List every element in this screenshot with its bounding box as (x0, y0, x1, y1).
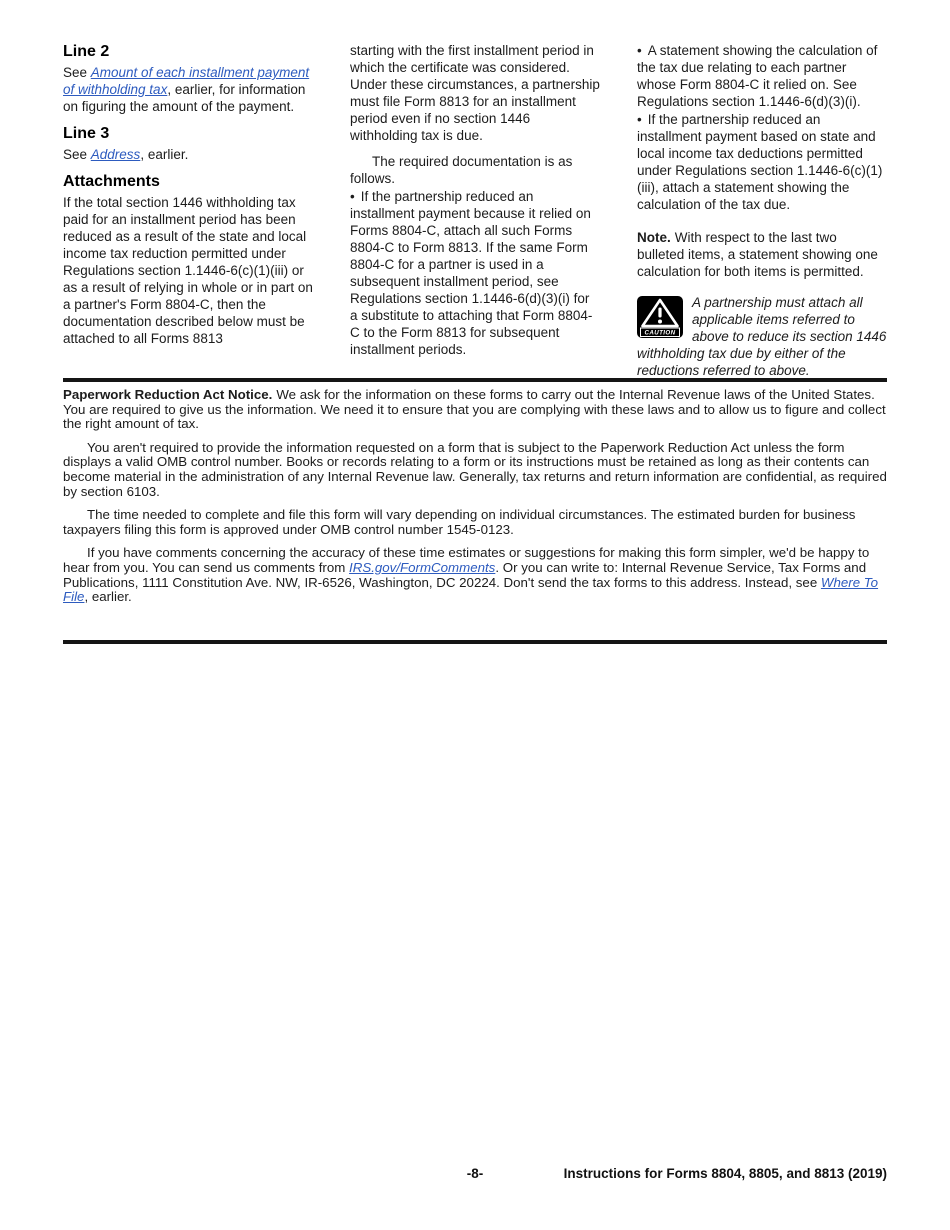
installment-payment-link[interactable]: Amount of each installment payment of withholding tax (63, 65, 310, 97)
text-run: See (63, 65, 91, 80)
text-run: , earlier. (140, 147, 189, 162)
footer-title: Instructions for Forms 8804, 8805, and 8813 (2019) (563, 1166, 887, 1181)
notice-paragraph-3: The time needed to complete and file this form will vary depending on individual circumstances. The estimated burden for business taxpayers filing this form is approved under OMB control number 1545-0123. (63, 507, 856, 537)
notice-paragraph-4 (63, 546, 887, 604)
notice-paragraph-2: You aren't required to provide the information requested on a form that is subject to the Paperwork Reduction Act unless the form displays a valid OMB control number. Books or records relating to a form or its instructions must be retained as long as their contents can become material in the administration of any Internal Revenue law. Generally, tax returns and return information are confidential, as required by section 6103. (63, 439, 887, 499)
attachments-paragraph: If the total section 1446 withholding tax paid for an installment period has been reduced as a result of the state and local income tax reduction permitted under Regulations section 1.1446-6(c)(1)(iii) or as a result of relying in whole or in part on a partner's Form 8804-C, then the documentation described below must be attached to all Forms 8813 (63, 195, 313, 346)
bullet-text: A statement showing the calculation of the tax due relating to each partner whose Form 8804-C it relied on. See Regulations section 1.1446-6(d)(3)(i). (637, 43, 878, 109)
form-comments-link[interactable]: IRS.gov/FormComments (349, 559, 496, 575)
text-run: If you have comments concerning the accuracy of these time estimates or suggestions for making this form simpler, we'd be happy to hear from you. You can send us comments from (63, 545, 870, 575)
line2-paragraph (63, 64, 313, 115)
text-run: , earlier, for information on figuring the amount of the payment. (63, 82, 306, 114)
caution-label: CAUTION (644, 329, 676, 337)
required-docs-paragraph: The required documentation is as follows. (350, 154, 573, 186)
text-run: See (63, 147, 91, 162)
line3-heading: Line 3 (63, 125, 110, 142)
bullet-text: If the partnership reduced an installment payment based on state and local income tax deductions permitted under Regulations section 1.1446-6(c)(1)(iii), attach a statement showing the calculation of the tax due. (637, 112, 883, 212)
bullet-item (637, 111, 887, 213)
line3-paragraph (63, 146, 313, 163)
caution-text: A partnership must attach all applicable items referred to above to reduce its section 1446 withholding tax due by either of the reductions referred to above. (637, 295, 887, 378)
column-1 (63, 42, 313, 378)
document-page (63, 42, 887, 644)
bullet-item (350, 188, 600, 358)
notice-heading: Paperwork Reduction Act Notice. (63, 387, 273, 402)
page-footer (63, 1166, 887, 1186)
note-paragraph (637, 229, 887, 280)
bullet-icon: • (350, 189, 355, 204)
continuation-paragraph: starting with the first installment period in which the certificate was considered. Under these circumstances, a partnership must file Form 8813 for an installment period even if no section 1446 withholding tax is due. (350, 43, 600, 143)
address-link[interactable]: Address (90, 147, 141, 162)
note-text: With respect to the last two bulleted items, a statement showing one calculation for both items is permitted. (637, 230, 878, 279)
three-column-section (63, 42, 887, 378)
note-label: Note. (637, 230, 671, 245)
bullet-icon: • (637, 112, 642, 127)
page-number: -8- (466, 1166, 484, 1181)
paperwork-notice-section (63, 388, 887, 640)
column-3 (637, 42, 887, 378)
column-2 (350, 42, 600, 378)
bullet-item (637, 42, 887, 110)
where-to-file-link[interactable]: Where To File (63, 574, 879, 605)
text-run: , earlier. (84, 589, 132, 605)
attachments-heading: Attachments (63, 173, 160, 190)
line2-heading: Line 2 (63, 43, 110, 60)
caution-block (637, 294, 887, 379)
caution-icon (637, 296, 683, 338)
notice-paragraph-1 (63, 388, 887, 432)
bullet-icon: • (637, 43, 642, 58)
section-divider-bottom (63, 640, 887, 644)
text-run: We ask for the information on these forms to carry out the Internal Revenue laws of the United States. You are required to give us the information. We need it to ensure that you are complying with these laws and to allow us to figure and collect the right amount of tax. (63, 387, 886, 432)
text-run: . Or you can write to: Internal Revenue Service, Tax Forms and Publications, 1111 Constitution Ave. NW, IR-6526, Washington, DC 20224. Don't send the tax forms to this address. Instead, see (63, 559, 867, 590)
bullet-text: If the partnership reduced an installment payment because it relied on Forms 8804-C, attach all such Forms 8804-C to Form 8813. If the same Form 8804-C for a partner is used in a subsequent installment period, see Regulations section 1.1446-6(d)(3)(i) for a substitute to attaching that Form 8804-C to the Form 8813 for subsequent installment periods. (350, 189, 593, 357)
